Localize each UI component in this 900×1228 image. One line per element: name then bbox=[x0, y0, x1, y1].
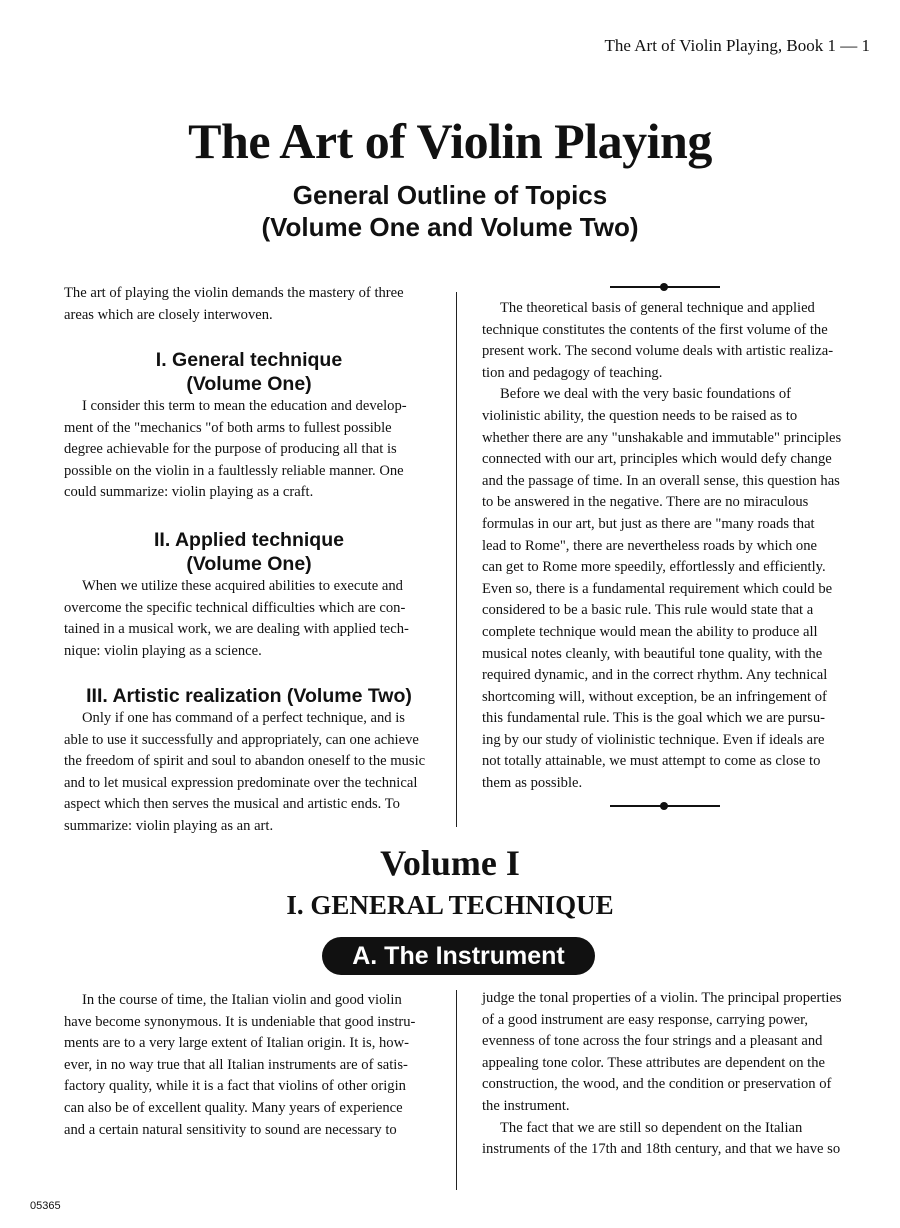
text-line: ever, in no way true that all Italian instruments are of satis- bbox=[64, 1056, 408, 1073]
chapter-heading: I. GENERAL TECHNIQUE bbox=[286, 890, 614, 920]
text-line: technique constitutes the contents of the first volume of the bbox=[482, 321, 828, 338]
text-line: construction, the wood, and the condition or preservation of bbox=[482, 1076, 832, 1093]
column-divider bbox=[456, 990, 457, 1190]
text-line: overcome the specific technical difficulties which are con- bbox=[64, 599, 406, 616]
ornament-divider bbox=[610, 805, 720, 807]
text-line: When we utilize these acquired abilities to execute and bbox=[82, 578, 403, 594]
section-heading: III. Artistic realization (Volume Two) bbox=[86, 685, 412, 707]
subtitle-volumes: (Volume One and Volume Two) bbox=[261, 212, 639, 242]
text-line: ments are to a very large extent of Italian origin. It is, how- bbox=[64, 1035, 410, 1052]
text-line: ment of the "mechanics "of both arms to fullest possible bbox=[64, 419, 392, 436]
text-line: summarize: violin playing as an art. bbox=[64, 817, 274, 834]
text-line: possible on the violin in a faultlessly reliable manner. One bbox=[64, 462, 404, 479]
text-line: to be answered in the negative. There are no miraculous bbox=[482, 494, 809, 511]
text-line: required dynamic, and in the correct rhythm. Any technical bbox=[482, 667, 828, 684]
text-line: judge the tonal properties of a violin. The principal properties bbox=[482, 990, 842, 1006]
text-line: Only if one has command of a perfect technique, and is bbox=[82, 710, 405, 726]
text-line: and a certain natural sensitivity to sound are necessary to bbox=[64, 1121, 397, 1138]
volume-heading: Volume I bbox=[380, 843, 520, 883]
text-line: not totally attainable, we must attempt to come as close to bbox=[482, 753, 821, 770]
text-line: aspect which then serves the musical and artistic ends. To bbox=[64, 796, 400, 813]
page-title: The Art of Violin Playing bbox=[188, 113, 712, 169]
text-line: The art of playing the violin demands the mastery of three bbox=[64, 285, 404, 301]
text-line: Even so, there is a fundamental requirement which could be bbox=[482, 580, 833, 597]
section-applied-technique bbox=[64, 528, 434, 662]
text-line: In the course of time, the Italian violin and good violin bbox=[82, 992, 402, 1008]
bottom-right-text bbox=[482, 988, 892, 1161]
subtitle: General Outline of Topics bbox=[292, 180, 608, 210]
text-line: violinistic ability, the question needs to be raised as to bbox=[482, 407, 798, 424]
text-line: degree achievable for the purpose of producing all that is bbox=[64, 441, 397, 458]
text-line: areas which are closely interwoven. bbox=[64, 306, 273, 323]
text-line: can also be of excellent quality. Many years of experience bbox=[64, 1099, 403, 1116]
text-line: able to use it successfully and appropriately, can one achieve bbox=[64, 731, 419, 748]
text-line: have become synonymous. It is undeniable that good instru- bbox=[64, 1013, 416, 1030]
text-line: evenness of tone across the four strings and a pleasant and bbox=[482, 1033, 823, 1050]
text-line: connected with our art, principles which would defy change bbox=[482, 451, 832, 468]
section-heading: I. General technique (Volume One) bbox=[155, 349, 343, 395]
text-line: the instrument. bbox=[482, 1097, 570, 1114]
text-line: shortcoming will, without exception, be an infringement of bbox=[482, 688, 827, 705]
text-line: Before we deal with the very basic foundations of bbox=[500, 386, 791, 403]
text-line: ing by our study of violinistic technique. Even if ideals are bbox=[482, 731, 825, 748]
intro-paragraph bbox=[64, 283, 434, 326]
right-column-text bbox=[482, 298, 882, 795]
text-line: The theoretical basis of general technique and applied bbox=[500, 300, 815, 316]
text-line: tained in a musical work, we are dealing with applied tech- bbox=[64, 621, 409, 638]
section-artistic-realization bbox=[64, 684, 434, 838]
text-line: complete technique would mean the ability to produce all bbox=[482, 623, 818, 640]
text-line: this fundamental rule. This is the goal which we are pursu- bbox=[482, 710, 826, 727]
text-line: the freedom of spirit and soul to abandon oneself to the music bbox=[64, 753, 426, 770]
text-line: them as possible. bbox=[482, 775, 583, 792]
text-line: whether there are any "unshakable and immutable" principles bbox=[482, 429, 842, 446]
text-line: musical notes cleanly, with beautiful tone quality, with the bbox=[482, 645, 823, 662]
bottom-left-text bbox=[64, 990, 444, 1141]
text-line: could summarize: violin playing as a craft. bbox=[64, 484, 314, 501]
section-general-technique bbox=[64, 348, 434, 504]
page-code: 05365 bbox=[30, 1200, 61, 1212]
section-heading: II. Applied technique (Volume One) bbox=[154, 529, 344, 575]
text-line: instruments of the 17th and 18th century, and that we have so bbox=[482, 1141, 841, 1158]
text-line: nique: violin playing as a science. bbox=[64, 642, 262, 659]
text-line: appealing tone color. These attributes are dependent on the bbox=[482, 1054, 825, 1071]
text-line: formulas in our art, but just as there are "many roads that bbox=[482, 515, 815, 532]
text-line: I consider this term to mean the education and develop- bbox=[82, 398, 407, 414]
text-line: present work. The second volume deals with artistic realiza- bbox=[482, 343, 834, 360]
text-line: tion and pedagogy of teaching. bbox=[482, 364, 663, 381]
text-line: and the passage of time. In an overall sense, this question has bbox=[482, 472, 840, 489]
text-line: lead to Rome", there are nevertheless roads by which one bbox=[482, 537, 818, 554]
running-head: The Art of Violin Playing, Book 1 — 1 bbox=[604, 36, 870, 55]
text-line: of a good instrument are easy response, carrying power, bbox=[482, 1011, 809, 1028]
text-line: and to let musical expression predominate over the technical bbox=[64, 774, 418, 791]
ornament-divider bbox=[610, 286, 720, 288]
section-pill: A. The Instrument bbox=[322, 937, 595, 975]
text-line: considered to be a basic rule. This rule would state that a bbox=[482, 602, 814, 619]
column-divider bbox=[456, 292, 457, 827]
text-line: factory quality, while it is a fact that violins of other origin bbox=[64, 1078, 406, 1095]
text-line: The fact that we are still so dependent on the Italian bbox=[500, 1119, 803, 1136]
text-line: can get to Rome more speedily, effortlessly and efficiently. bbox=[482, 559, 826, 576]
